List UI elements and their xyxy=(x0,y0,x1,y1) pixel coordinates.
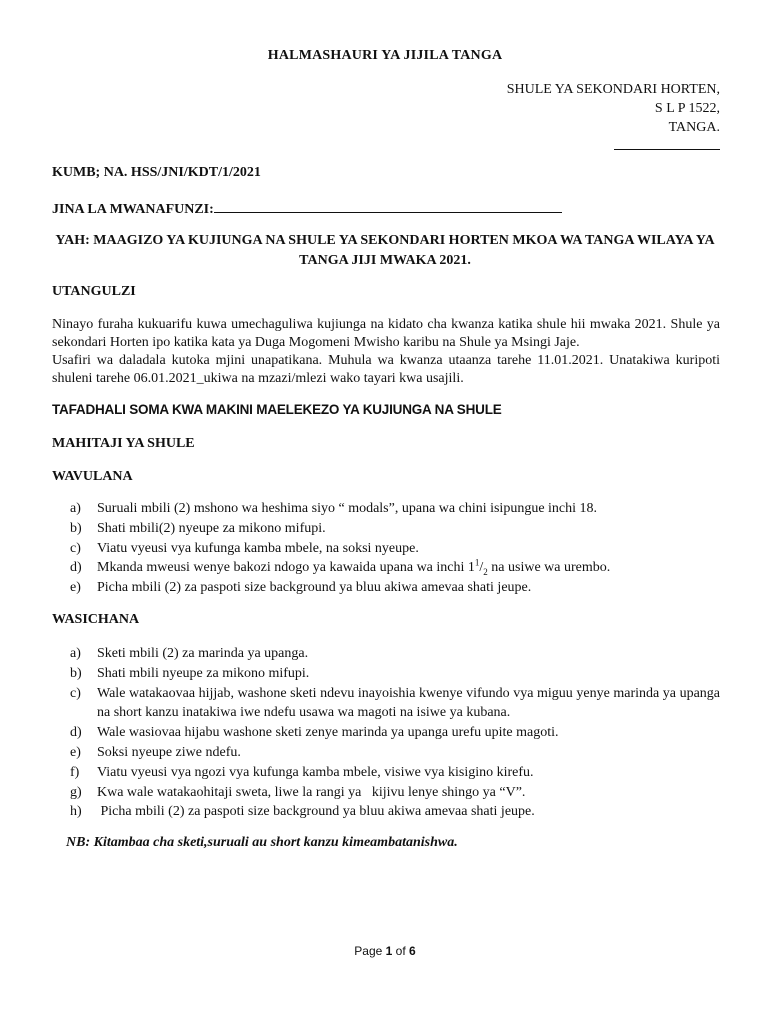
address-line: SHULE YA SEKONDARI HORTEN, xyxy=(506,82,720,97)
intro-heading: UTANGULZI xyxy=(52,284,136,299)
student-name-blank xyxy=(214,200,562,213)
student-name-line xyxy=(52,200,562,218)
list-item: b) Shati mbili nyeupe za mikono mifupi. xyxy=(70,665,310,681)
list-item: f) Viatu vyeusi vya ngozi vya kufunga kamba mbele, visiwe vya kisigino kirefu. xyxy=(70,764,534,780)
intro-text: Ninayo furaha kukuarifu kuwa umechaguliwa kujiunga na kidato cha kwanza katika shule hii mwaka 2021. Shule ya sekondari Horten ipo katika kata ya Duga Mogomeni Mwisho karibu na Shule ya Msingi Jaje. xyxy=(52,317,720,350)
list-item: a) Suruali mbili (2) mshono wa heshima siyo “ modals”, upana wa chini isipungue inchi 18. xyxy=(70,501,598,516)
reference-number: KUMB; NA. HSS/JNI/KDT/1/2021 xyxy=(52,165,261,180)
list-item: g) Kwa wale watakaohitaji sweta, liwe la rangi ya kijivu lenye shingo ya “V”. xyxy=(70,784,526,800)
student-name-label: JINA LA MWANAFUNZI: xyxy=(52,202,214,217)
list-item: h) Picha mbili (2) za paspoti size background ya bluu akiwa amevaa shati jeupe. xyxy=(70,804,535,820)
council-title: HALMASHAURI YA JIJILA TANGA xyxy=(267,48,503,63)
list-item: a) Sketi mbili (2) za marinda ya upanga. xyxy=(70,646,309,661)
list-item: c) Viatu vyeusi vya kufunga kamba mbele, na soksi nyeupe. xyxy=(70,540,419,556)
girls-list xyxy=(52,644,720,822)
school-address xyxy=(507,80,720,156)
footnote: NB: Kitambaa cha sketi,suruali au short kanzu kimeambatanishwa. xyxy=(66,835,458,850)
intro-paragraph xyxy=(52,316,720,388)
list-item: b) Shati mbili(2) nyeupe za mikono mifupi. xyxy=(70,520,326,536)
boys-heading: WAVULANA xyxy=(52,469,133,484)
list-item: d) Mkanda mweusi wenye bakozi ndogo ya kawaida upana wa inchi $1^1/_2$ na usiwe wa urembo. xyxy=(70,557,611,578)
list-item: e) Soksi nyeupe ziwe ndefu. xyxy=(70,744,241,760)
girls-heading: WASICHANA xyxy=(52,612,140,627)
intro-text: Usafiri wa daladala kutoka mjini unapatikana. Muhula wa kwanza utaanza tarehe 11.01.2021. Unatakiwa kuripoti shuleni tarehe 06.01.2021_ukiwa na mzazi/mlezi wako tayari kwa usajili. xyxy=(52,353,720,386)
list-item: c) Wale watakaovaa hijjab, washone sketi ndevu inayoishia kwenye vifundo vya miguu yenye marinda ya upanga na short kanzu inatakiwa iwe ndefu usawa wa magoti na isiwe ya kubana. xyxy=(70,685,720,721)
page-number: Page 1 of 6 xyxy=(354,944,416,958)
requirements-heading: MAHITAJI YA SHULE xyxy=(52,436,195,451)
address-line: S L P 1522, xyxy=(654,101,720,116)
list-item: d) Wale wasiovaa hijabu washone sketi zenye marinda ya upanga urefu upite magoti. xyxy=(70,725,559,741)
subject-line: YAH: MAAGIZO YA KUJIUNGA NA SHULE YA SEKONDARI HORTEN MKOA WA TANGA WILAYA YA TANGA JIJI MWAKA 2021. xyxy=(55,233,715,268)
notice-heading: TAFADHALI SOMA KWA MAKINI MAELEKEZO YA KUJIUNGA NA SHULE xyxy=(52,402,502,417)
address-line: TANGA. xyxy=(668,120,720,135)
date-rule xyxy=(614,137,720,150)
list-item: e) Picha mbili (2) za paspoti size background ya bluu akiwa amevaa shati jeupe. xyxy=(70,580,532,596)
boys-list xyxy=(52,499,720,598)
